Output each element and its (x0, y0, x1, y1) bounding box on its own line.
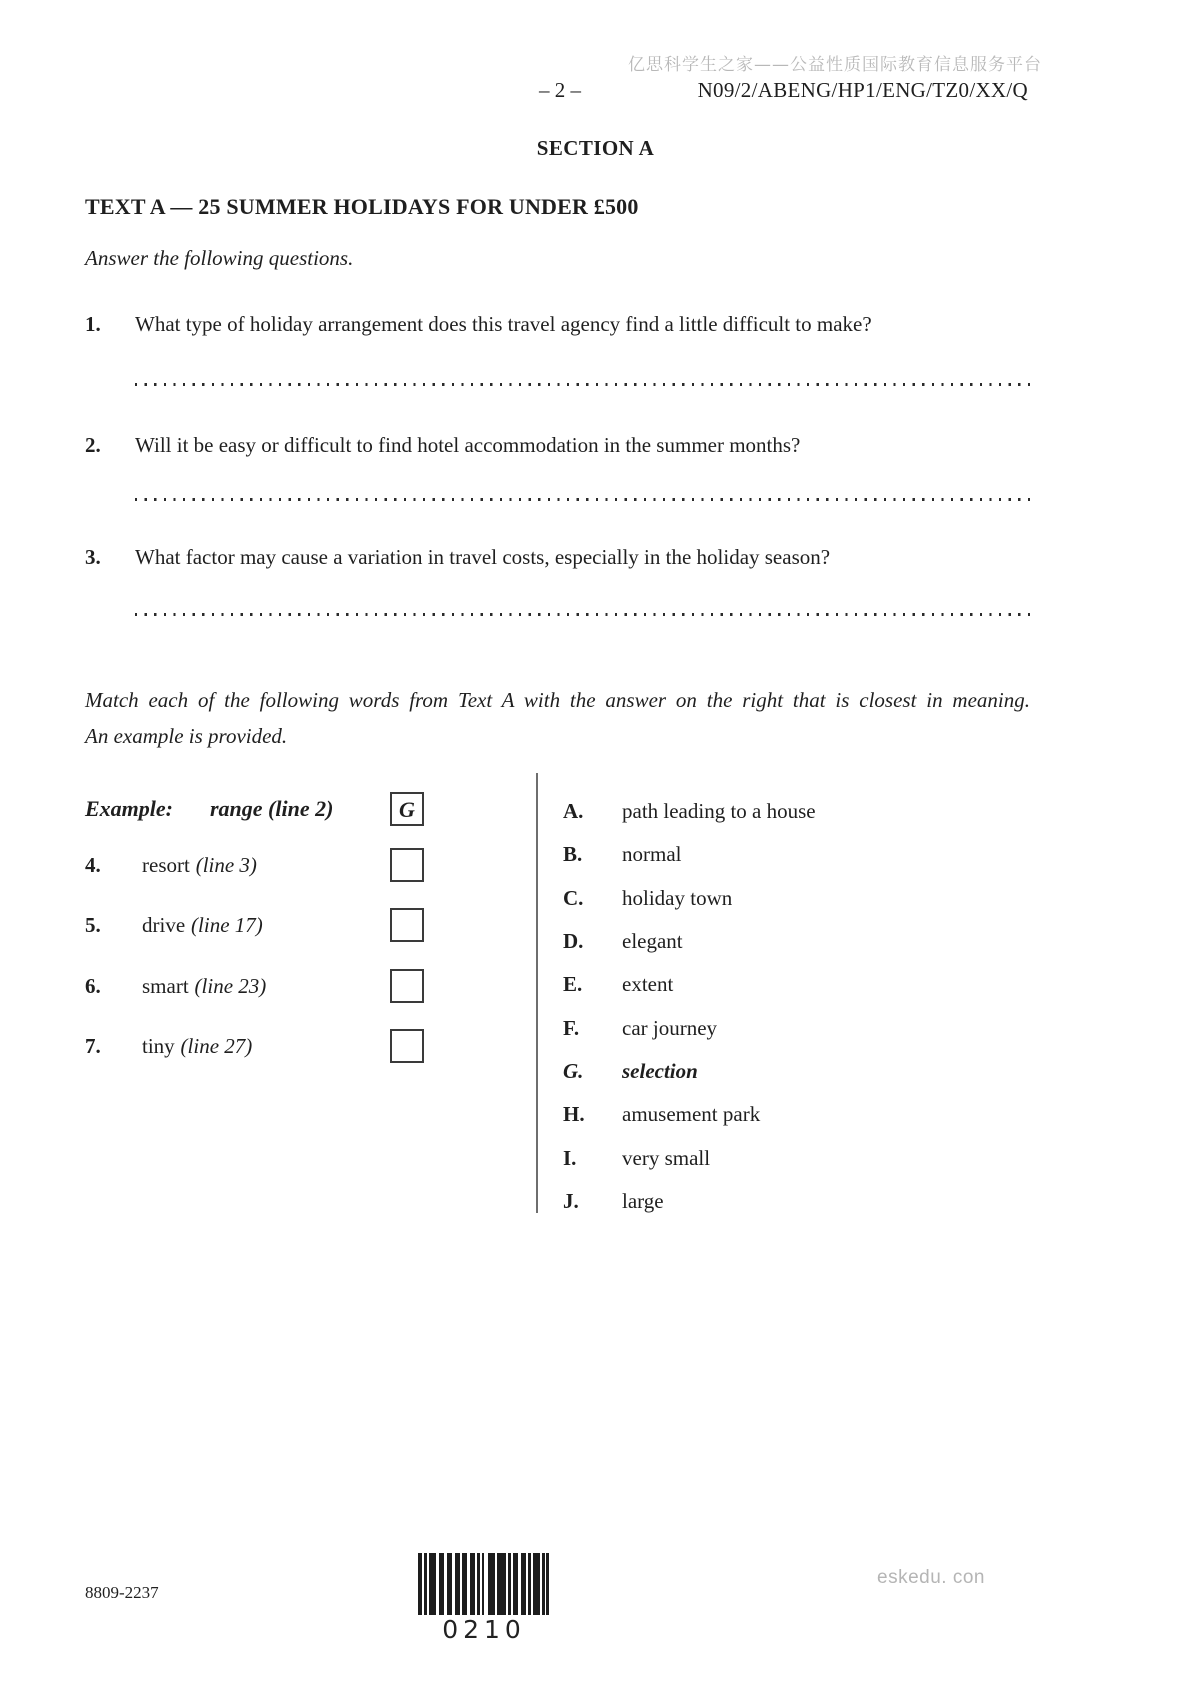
word-text: resort (142, 853, 190, 877)
question-text: Will it be easy or difficult to find hotel accommodation in the summer months? (135, 433, 801, 457)
option-letter: I. (563, 1145, 577, 1170)
page-number: – 2 – (539, 78, 581, 102)
vertical-divider (536, 773, 538, 1213)
option-text: elegant (622, 929, 683, 954)
matching-instruction-line2: An example is provided. (85, 724, 288, 748)
document-code: 8809-2237 (85, 1583, 159, 1602)
matching-item-number: 5. (85, 913, 101, 938)
word-text: tiny (142, 1033, 175, 1058)
option-text: normal (622, 842, 682, 867)
matching-item-word (142, 1029, 252, 1063)
options-list (563, 790, 983, 1223)
line-reference: (line 3) (195, 853, 257, 877)
question-text: What factor may cause a variation in travel costs, especially in the holiday season? (135, 545, 831, 569)
matching-item-word (142, 969, 266, 1003)
word-text: smart (142, 973, 189, 998)
line-reference: (line 27) (180, 1033, 253, 1058)
option-row (563, 920, 983, 963)
line-reference: (line 17) (191, 913, 263, 938)
matching-item-number: 7. (85, 1033, 101, 1058)
option-row (563, 1050, 983, 1093)
empty-answer-box (390, 969, 424, 1003)
example-label: Example: (85, 796, 173, 821)
dotted-answer-line (135, 383, 1030, 386)
matching-item-number: 6. (85, 973, 101, 998)
matching-item-row (85, 969, 445, 1029)
option-row (563, 790, 983, 833)
option-letter: E. (563, 972, 583, 997)
matching-item-word (142, 908, 263, 942)
dotted-answer-line (135, 498, 1030, 501)
option-letter: B. (563, 842, 583, 867)
matching-item-number: 4. (85, 853, 101, 877)
option-letter: G. (563, 1058, 584, 1083)
matching-item-word (142, 848, 257, 882)
barcode-number: 0210 (442, 1615, 526, 1644)
option-text: amusement park (622, 1102, 761, 1127)
option-row (563, 877, 983, 920)
question-text: What type of holiday arrangement does this travel agency find a little difficult to make? (135, 312, 872, 336)
matching-item-row (85, 908, 445, 968)
word-text: drive (142, 913, 186, 938)
barcode-image (418, 1553, 549, 1615)
text-a-title: TEXT A — 25 SUMMER HOLIDAYS FOR UNDER £500 (85, 194, 639, 219)
empty-answer-box (390, 908, 424, 942)
empty-answer-box (390, 848, 424, 882)
option-row (563, 963, 983, 1006)
question-number: 2. (85, 433, 101, 457)
matching-item-row (85, 1029, 445, 1089)
empty-answer-box (390, 1029, 424, 1063)
option-letter: F. (563, 1015, 580, 1040)
option-text: path leading to a house (622, 799, 816, 824)
exam-code: N09/2/ABENG/HP1/ENG/TZ0/XX/Q (697, 78, 1028, 102)
option-letter: H. (563, 1102, 585, 1127)
option-letter: J. (563, 1188, 579, 1213)
question-number: 3. (85, 545, 101, 569)
option-text: holiday town (622, 885, 733, 910)
line-reference: (line 23) (194, 973, 267, 998)
example-word: range (line 2) (210, 796, 334, 821)
option-text: large (622, 1188, 664, 1213)
answer-instruction: Answer the following questions. (85, 246, 354, 270)
option-letter: A. (563, 799, 584, 824)
question-number: 1. (85, 312, 101, 336)
example-answer-box: G (390, 792, 424, 826)
question-block (85, 312, 1030, 337)
option-row (563, 1136, 983, 1179)
option-text: car journey (622, 1015, 718, 1040)
example-row (85, 792, 445, 826)
matching-instruction (85, 682, 1030, 754)
option-row (563, 1006, 983, 1049)
option-text: selection (622, 1058, 698, 1083)
matching-instruction-line1: Match each of the following words from Text A with the answer on the right that is closest in meaning. (85, 688, 1030, 712)
matching-item-row (85, 848, 445, 908)
option-letter: C. (563, 885, 584, 910)
question-block (85, 433, 1030, 458)
option-row (563, 1180, 983, 1223)
matching-items-list (85, 848, 445, 1089)
section-title: SECTION A (536, 136, 655, 160)
option-letter: D. (563, 929, 584, 954)
chinese-watermark: 亿思科学生之家——公益性质国际教育信息服务平台 (628, 55, 1042, 75)
barcode (418, 1553, 549, 1615)
site-watermark: eskedu. con (877, 1567, 985, 1588)
option-row (563, 1093, 983, 1136)
option-row (563, 833, 983, 876)
question-block (85, 545, 1030, 570)
option-text: very small (622, 1145, 711, 1170)
dotted-answer-line (135, 613, 1030, 616)
option-text: extent (622, 972, 674, 997)
